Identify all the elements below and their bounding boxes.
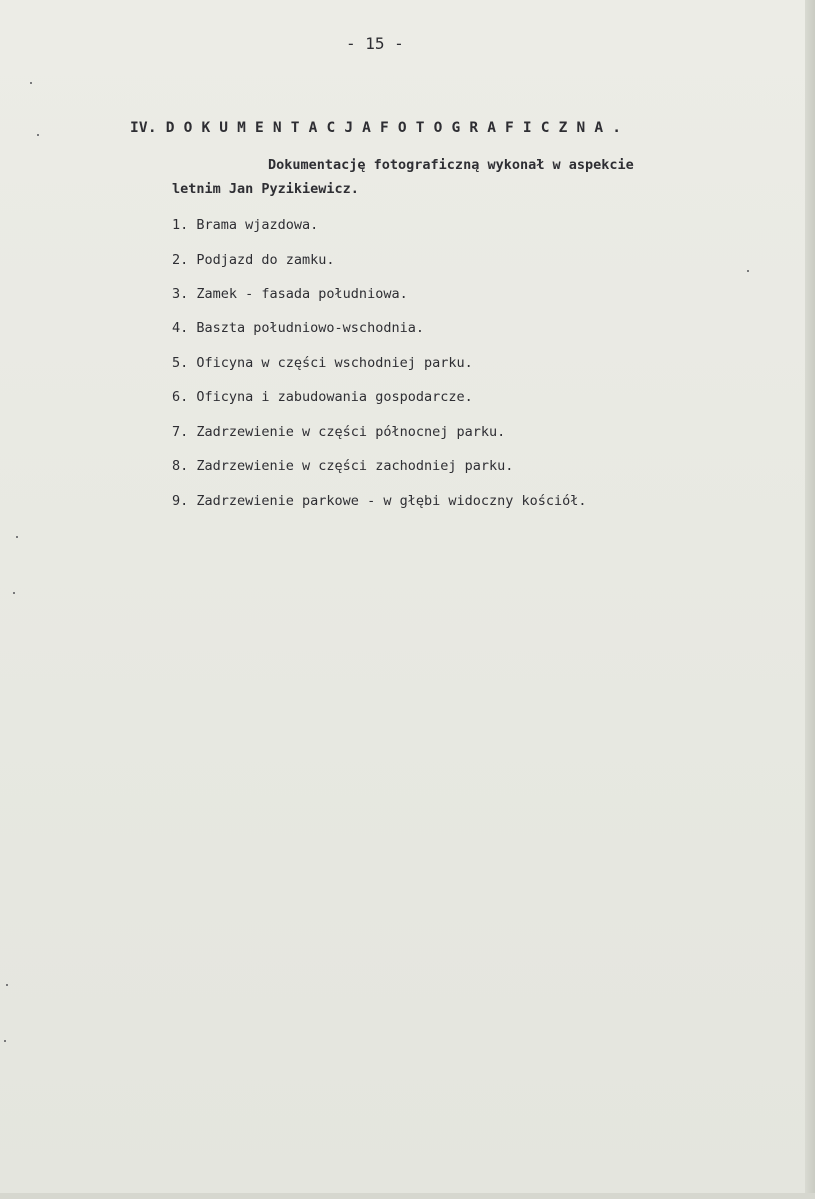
page-edge-bottom — [0, 1193, 815, 1199]
list-item: 7. Zadrzewienie w części północnej parku. — [172, 424, 506, 440]
page-number: - 15 - — [346, 34, 404, 53]
paper-speck — [30, 82, 32, 84]
list-item: 8. Zadrzewienie w części zachodniej parku. — [172, 458, 514, 474]
list-item: 3. Zamek - fasada południowa. — [172, 286, 408, 302]
section-heading: IV. D O K U M E N T A C J A F O T O G R A F I C Z N A . — [130, 120, 622, 136]
paper-speck — [37, 134, 39, 136]
list-item: 6. Oficyna i zabudowania gospodarcze. — [172, 389, 473, 405]
list-item: 1. Brama wjazdowa. — [172, 217, 319, 233]
list-item: 2. Podjazd do zamku. — [172, 252, 335, 268]
page-edge-right — [805, 0, 815, 1199]
list-item: 4. Baszta południowo-wschodnia. — [172, 320, 424, 336]
paper-speck — [4, 1040, 6, 1042]
paper-speck — [6, 984, 8, 986]
paper-speck — [747, 270, 749, 272]
list-item: 5. Oficyna w części wschodniej parku. — [172, 355, 473, 371]
list-item: 9. Zadrzewienie parkowe - w głębi widoczny kościół. — [172, 493, 587, 509]
intro-line-1: Dokumentację fotograficzną wykonał w aspekcie — [268, 157, 634, 173]
intro-line-2: letnim Jan Pyzikiewicz. — [172, 181, 359, 197]
paper-speck — [16, 536, 18, 538]
paper-speck — [13, 592, 15, 594]
